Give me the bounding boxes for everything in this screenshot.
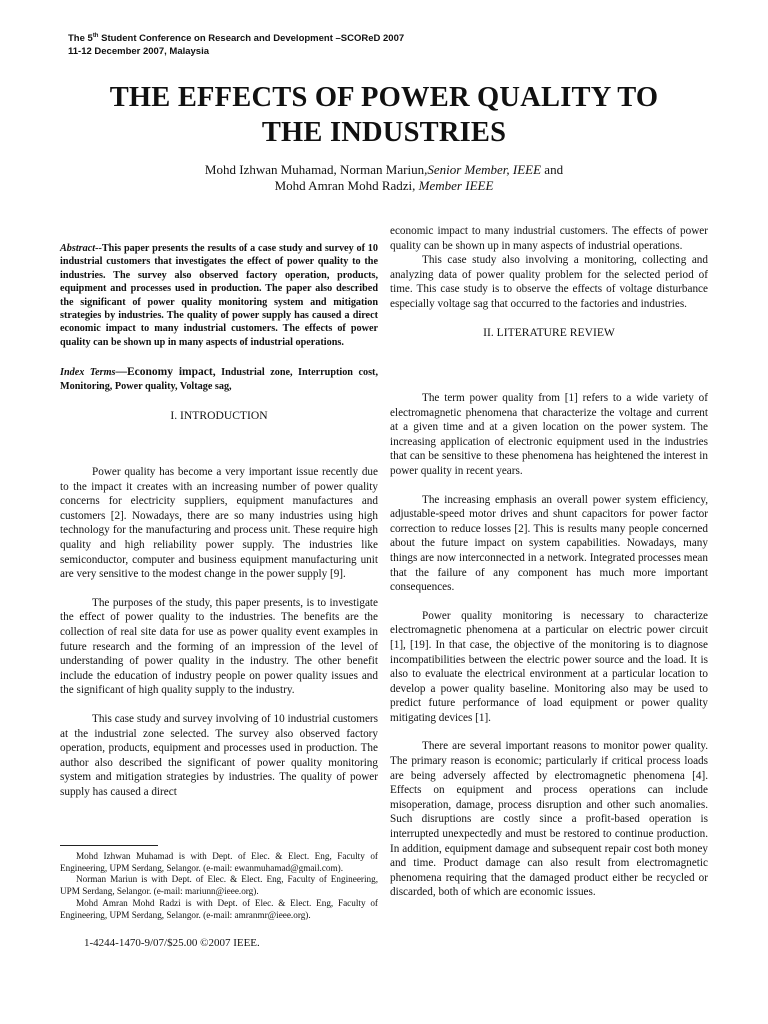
lit-paragraph-3: Power quality monitoring is necessary to characterize electromagnetic phenomena at a particular on electric power circuit [1], [19]. In that case, the objective of the monitoring is to diagnose incompatibilities between the electric power source and the load. It is also to evaluate the electrical environment at a particular location to develop a power quality baseline. Monitoring also may be used to predict future performance of load equipment or power quality mitigating devices [1]. <box>390 609 708 724</box>
title-line-2: THE INDUSTRIES <box>261 117 507 148</box>
conference-line-1: The 5th Student Conference on Research and Development –SCOReD 2007 <box>68 33 405 45</box>
intro-continuation: economic impact to many industrial customers. The effects of power quality can be shown up in many aspects of industrial operations. <box>390 225 708 252</box>
section-heading-introduction: I. INTRODUCTION <box>170 409 268 423</box>
footnote-3: Mohd Amran Mohd Radzi is with Dept. of Elec. & Elect. Eng, Faculty of Engineering, UPM Serdang, Selangor. (e-mail: amranmr@ieee.org). <box>60 897 378 920</box>
intro-paragraph-2: The purposes of the study, this paper presents, is to investigate the effect of power quality to the industries. The benefits are the collection of real site data for use as power quality event examples in future research and the forming of an impression of the level of understanding of power quality in the industry. The other benefit include the education of industry people on power quality issues and the significant of high quality supply to the industry. <box>60 596 378 697</box>
intro-paragraph-4: This case study also involving a monitoring, collecting and analyzing data of power quality problem for the selected period of time. This case study is to observe the effects of voltage disturbance especially voltage sag that occurred to the factories and industries. <box>390 254 708 310</box>
footnote-rule <box>60 845 158 846</box>
title-line-1: THE EFFECTS OF POWER QUALITY TO <box>109 82 659 113</box>
right-column-top <box>390 224 708 340</box>
footnotes <box>60 851 378 921</box>
index-terms: Index Terms—Economy impact, Industrial zone, Interruption cost, Monitoring, Power quality, Voltage sag, <box>60 366 378 392</box>
author-line-1: Mohd Izhwan Muhamad, Norman Mariun,Senior Member, IEEE and <box>204 162 564 177</box>
paper-title <box>40 80 728 150</box>
copyright-line: 1-4244-1470-9/07/$25.00 ©2007 IEEE. <box>84 937 260 949</box>
conference-header <box>68 30 404 58</box>
intro-paragraph-3: This case study and survey involving of 10 industrial customers at the industrial zone selected. The survey also observed factory operation, products, equipment and processes used in production. The author also described the significant of power quality monitoring system and mitigation strategies by industries. The quality of power supply has caused a direct <box>60 712 378 798</box>
right-column-body <box>390 391 708 900</box>
lit-paragraph-4: There are several important reasons to monitor power quality. The primary reason is economic; particularly if critical process loads are being adversely affected by electromagnetic phenomena [4]. Effects on equipment and process operations can include misoperation, damage, process disruption and other such anomalies. Such disruptions are costly since a profit-based operation is interrupted unexpectedly and must be restored to continue production. In addition, equipment damage and subsequent repair cost both money and time. Product damage can also result from electromagnetic phenomena requiring that the damaged product either be recycled or discarded, both of which are economic issues. <box>390 740 708 899</box>
section-heading-literature-review: II. LITERATURE REVIEW <box>483 325 615 339</box>
lit-paragraph-1: The term power quality from [1] refers to a wide variety of electromagnetic phenomena that characterize the voltage and current at a given time and at a given location on the power system. The increasing application of electronic equipment used in the industries that can be sensitive to these phenomena has heightened the interest in power quality in recent years. <box>390 392 708 477</box>
author-line-2: Mohd Amran Mohd Radzi, Member IEEE <box>274 178 494 193</box>
conference-line-2: 11-12 December 2007, Malaysia <box>68 46 210 58</box>
left-column-body <box>60 465 378 799</box>
footnote-2: Norman Mariun is with Dept. of Elec. & Elect. Eng, Faculty of Engineering, UPM Serdang, Selangor. (e-mail: mariunn@ieee.org). <box>60 874 378 897</box>
author-list <box>40 162 728 194</box>
footnote-1: Mohd Izhwan Muhamad is with Dept. of Elec. & Elect. Eng, Faculty of Engineering, UPM Serdang, Selangor. (e-mail: ewanmuhamad@gmail.com). <box>60 851 378 873</box>
left-column-top <box>60 242 378 424</box>
lit-paragraph-2: The increasing emphasis an overall power system efficiency, adjustable-speed motor drives and shunt capacitors for power factor correction to reduce losses [2]. This is results many people concerned about the future impact on system capabilities. Nowadays, many things are now interconnected in a network. Integrated processes mean that the failure of any component has much more important consequences. <box>390 493 708 594</box>
abstract: Abstract--This paper presents the results of a case study and survey of 10 industrial customers that investigates the effect of power quality to the industries. The survey also observed factory operation, products, equipment and processes used in production. The paper also described the significant of power quality monitoring system and mitigation strategies by industries. The quality of power supply has caused a direct economic impact to many industrial customers. The effects of power quality can be shown up in many aspects of industrial operations. <box>60 243 378 348</box>
intro-paragraph-1: Power quality has become a very important issue recently due to the impact it creates with an increasing number of power quality concerns for electricity suppliers, equipment manufactures and customers [2]. Nowadays, there are so many industries using high technology for the manufacturing and process unit. These require high quality and high reliability power supply. The industries like semiconductor, computer and business equipment manufacturing unit are very sensitive to the modest change in the power supply [9]. <box>60 466 378 581</box>
